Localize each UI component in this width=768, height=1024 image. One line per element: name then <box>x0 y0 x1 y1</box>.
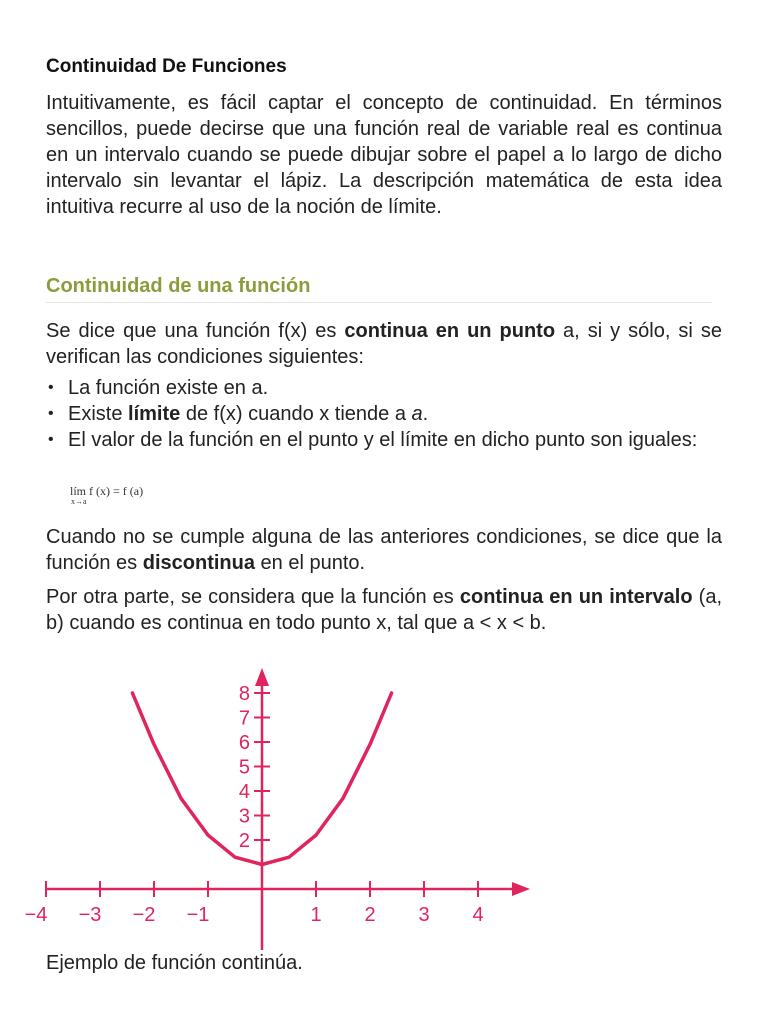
list-item <box>46 427 722 453</box>
interval-paragraph <box>46 584 722 636</box>
bullet-icon: • <box>48 405 54 422</box>
formula-subscript: x→a <box>71 497 87 506</box>
y-tick-label: 7 <box>238 707 250 730</box>
x-tick-label: −2 <box>132 904 156 926</box>
conditions-list <box>46 375 722 453</box>
x-tick-label: −4 <box>24 904 48 926</box>
section-heading: Continuidad de una función <box>46 275 311 297</box>
bullet-icon: • <box>48 379 54 396</box>
condition-2-text-c: . <box>422 403 429 425</box>
y-tick-label: 2 <box>238 830 250 852</box>
definition-text-1: Se dice que una función f(x) es <box>46 320 345 342</box>
y-axis-arrow-icon <box>255 668 269 686</box>
interval-bold: continua en un intervalo <box>459 586 693 608</box>
list-item <box>46 375 722 401</box>
definition-paragraph <box>46 318 722 370</box>
x-tick-label: 2 <box>364 904 376 926</box>
discontinuity-bold: discontinua <box>142 552 255 574</box>
condition-2-italic: a <box>411 403 423 425</box>
x-tick-label: 1 <box>310 904 322 926</box>
list-item <box>46 401 722 427</box>
x-tick-label: −1 <box>186 904 210 926</box>
definition-text-2: a, si y sólo, si se verifican las condiciones siguientes: <box>46 320 722 368</box>
definition-bold: continua en un punto <box>344 320 556 342</box>
interval-text-2: (a, b) cuando es continua en todo punto x, tal que a < x < b. <box>46 586 722 634</box>
intro-paragraph: Intuitivamente, es fácil captar el concepto de continuidad. En términos sencillos, puede decirse que una función real de variable real es continua en un intervalo cuando se puede dibujar sobre el papel a lo largo de dicho intervalo sin levantar el lápiz. La descripción matemática de esta idea intuitiva recurre al uso de la noción de límite. <box>46 92 722 218</box>
discontinuity-text-2: en el punto. <box>254 552 366 574</box>
x-tick-label: −3 <box>78 904 102 926</box>
interval-text-1: Por otra parte, se considera que la función es <box>46 586 460 608</box>
condition-1-text: La función existe en a. <box>68 377 269 399</box>
limit-formula <box>70 484 144 506</box>
y-tick-label: 4 <box>238 781 250 803</box>
page-title: Continuidad De Funciones <box>46 56 287 77</box>
discontinuity-paragraph <box>46 524 722 576</box>
condition-2-bold: límite <box>128 403 181 425</box>
condition-3-text: El valor de la función en el punto y el límite en dicho punto son iguales: <box>68 429 698 451</box>
x-tick-label: 3 <box>418 904 430 926</box>
condition-2-text-a: Existe <box>68 403 129 425</box>
bullet-icon: • <box>48 431 54 448</box>
figure-caption: Ejemplo de función continúa. <box>46 952 303 974</box>
y-tick-label: 8 <box>238 683 250 705</box>
x-tick-label: 4 <box>472 904 484 926</box>
y-tick-label: 3 <box>238 805 250 828</box>
y-tick-label: 6 <box>238 732 250 754</box>
formula-text: lím f (x) = f (a) <box>70 484 144 498</box>
condition-2-text-b: de f(x) cuando x tiende a <box>180 403 412 425</box>
x-axis-arrow-icon <box>512 882 530 896</box>
discontinuity-text-1: Cuando no se cumple alguna de las anteriores condiciones, se dice que la función es <box>46 526 722 574</box>
y-tick-label: 5 <box>238 756 250 779</box>
section-divider <box>46 302 712 303</box>
parabola-chart <box>24 664 536 950</box>
